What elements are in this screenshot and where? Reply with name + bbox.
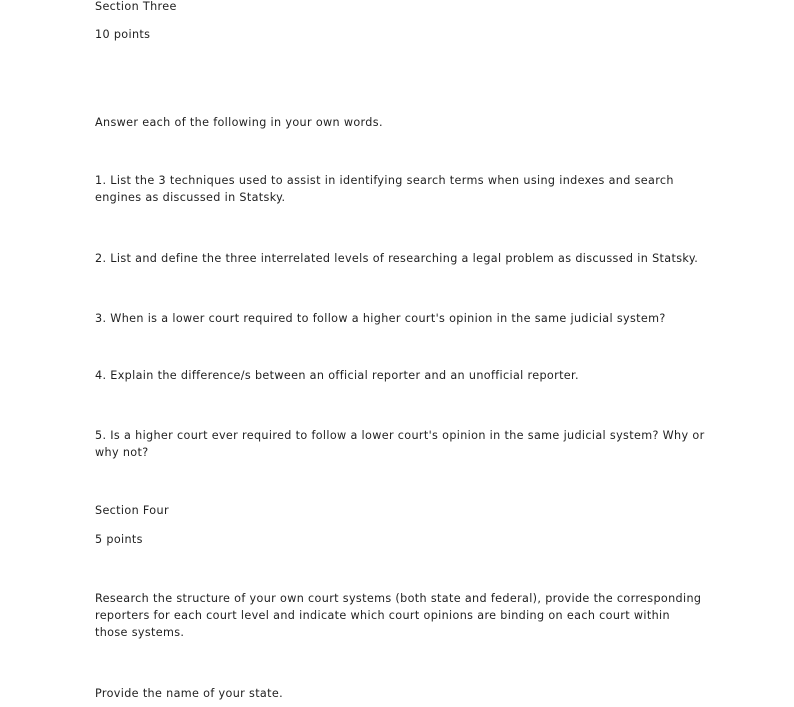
section-three-instruction: Answer each of the following in your own words. <box>95 116 383 129</box>
question-1: 1. List the 3 techniques used to assist in identifying search terms when using indexes and search engines as discussed in Statsky. <box>95 174 674 204</box>
section-four-prompt: Provide the name of your state. <box>95 687 284 700</box>
question-2: 2. List and define the three interrelated levels of researching a legal problem as discussed in Statsky. <box>95 252 699 265</box>
section-four-heading: Section Four <box>95 504 169 517</box>
section-three-heading: Section Three <box>95 0 177 13</box>
question-4: 4. Explain the difference/s between an official reporter and an unofficial reporter. <box>95 369 579 382</box>
question-5: 5. Is a higher court ever required to follow a lower court's opinion in the same judicial system? Why or why not? <box>95 429 705 459</box>
section-three-points: 10 points <box>95 28 151 41</box>
section-four-instruction: Research the structure of your own court systems (both state and federal), provide the corresponding reporters for each court level and indicate which court opinions are binding on each court within those systems. <box>95 592 702 639</box>
section-four-points: 5 points <box>95 533 143 546</box>
question-3: 3. When is a lower court required to follow a higher court's opinion in the same judicial system? <box>95 312 666 325</box>
